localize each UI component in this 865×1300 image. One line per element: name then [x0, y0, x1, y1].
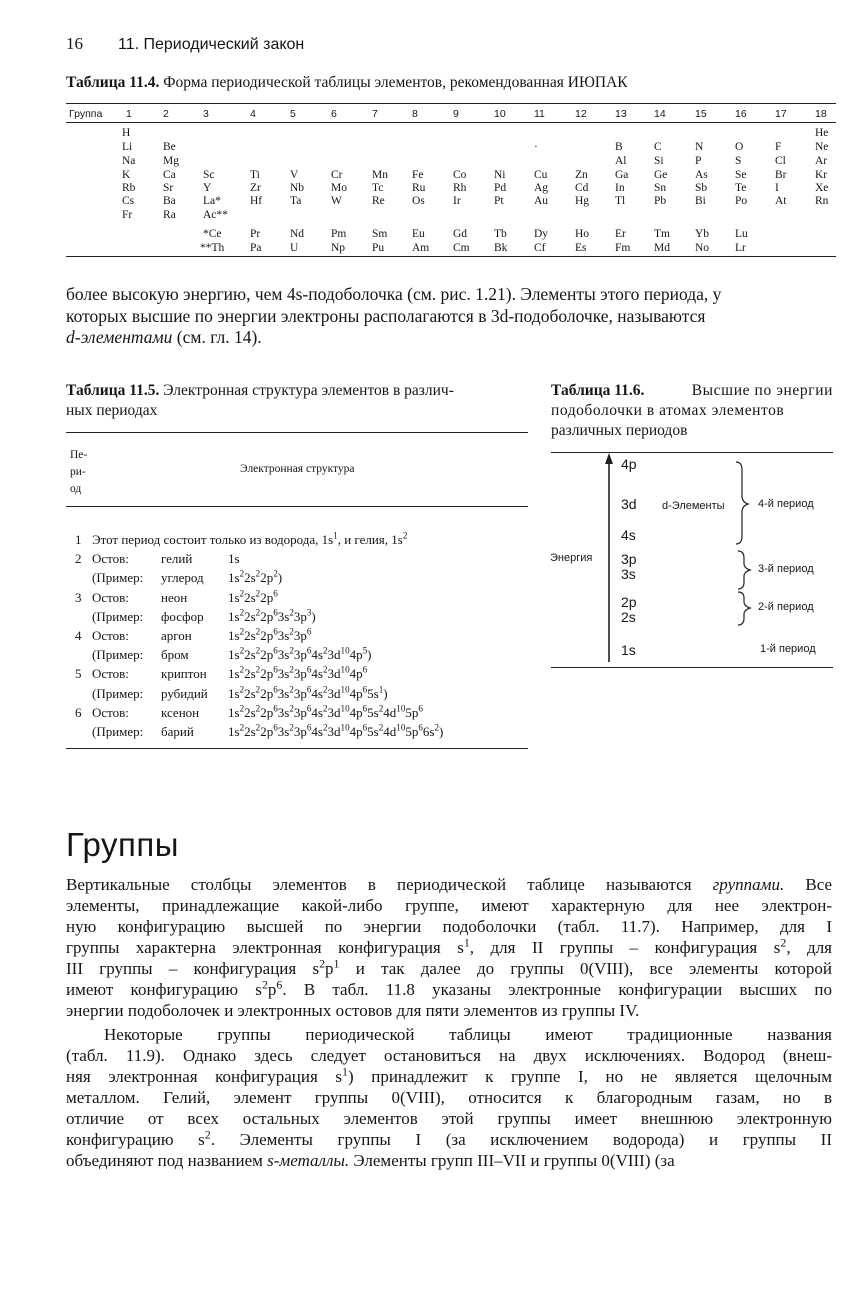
lanthanide-symbol: Dy [534, 228, 549, 240]
paragraph-1-line: более высокую энергию, чем 4s-подоболочка (см. рис. 1.21). Элементы этого периода, у [66, 284, 722, 304]
text-line: Вертикальные столбцы элементов в периодической таблице называются группами. Все [66, 875, 832, 894]
actinide-symbol: Pa [250, 242, 262, 254]
group-number: 18 [815, 108, 827, 120]
element-symbol: Mn [372, 169, 388, 181]
element-symbol: I [775, 182, 779, 194]
lanthanide-symbol: Ho [575, 228, 590, 240]
element-symbol: C [654, 141, 662, 153]
row-label: Остов: [92, 704, 129, 720]
actinide-symbol: Lr [735, 242, 746, 254]
element-symbol: Be [163, 141, 176, 153]
element-symbol: Ni [494, 169, 506, 181]
page-number: 16 [66, 34, 83, 53]
lanthanide-symbol: Lu [735, 228, 748, 240]
group-number: 17 [775, 108, 787, 120]
element-symbol: Li [122, 141, 133, 153]
text-line: металлом. Гелий, элемент группы 0(VIII), относится к благородным газам, но в [66, 1088, 832, 1107]
table-11-6-label: Таблица 11.6. [551, 382, 645, 399]
actinide-symbol: No [695, 242, 710, 254]
element-symbol: Ne [815, 141, 829, 153]
group-number: 3 [203, 108, 209, 120]
element-symbol: Pt [494, 195, 504, 207]
actinide-symbol: Np [331, 242, 346, 254]
element-name: неон [161, 589, 188, 605]
period-3-label: 3-й период [758, 563, 814, 575]
text-line: отличие от всех остальных элементов этой группы имеет внешнюю электронную [66, 1109, 832, 1128]
element-symbol: Ga [615, 169, 629, 181]
element-symbol: Hf [250, 195, 263, 207]
element-symbol: Mo [331, 182, 347, 194]
element-symbol: Se [735, 169, 747, 181]
lanthanide-symbol: Er [615, 228, 626, 240]
text-line: ную конфигурацию высшей по энергии подоболочки (табл. 11.7). Например, для I [66, 917, 832, 936]
electron-configuration: $1s^22s^22p^63s^23p^64s^23d^{10}4p^65s^24d^{10}5p^6$ [228, 703, 423, 720]
period-2-label: 2-й период [758, 601, 814, 613]
row-label: (Пример: [92, 608, 144, 624]
element-symbol: Sc [203, 169, 215, 181]
element-symbol: Ag [534, 182, 549, 194]
element-symbol: Re [372, 195, 385, 207]
row-label: (Пример: [92, 724, 144, 739]
text-line: имеют конфигурацию $s^2p^6$. В табл. 11.8 указаны электронные конфигурации высших по [66, 977, 832, 999]
group-number: 7 [372, 108, 378, 120]
element-symbol: Fe [412, 169, 424, 181]
lanthanide-symbol: Yb [695, 228, 710, 240]
electron-configuration: 1s [228, 551, 240, 567]
level-2s: 2s [621, 609, 636, 625]
lanthanide-symbol: Gd [453, 228, 468, 240]
element-symbol: Nb [290, 182, 305, 194]
row-label: (Пример: [92, 570, 144, 586]
period-1-label: 1-й период [760, 643, 816, 655]
text-line: элементы, принадлежащие какой-либо группе, имеют характерную для нее электрон- [66, 896, 832, 915]
element-symbol: Rb [122, 182, 136, 194]
element-symbol: Y [203, 182, 212, 194]
energy-label: Энергия [550, 552, 593, 564]
element-symbol: Al [615, 155, 627, 167]
element-symbol: Rn [815, 195, 829, 207]
group-number: 16 [735, 108, 747, 120]
row-label: (Пример: [92, 647, 144, 663]
table-11-5-title-2: ных периодах [66, 402, 158, 419]
element-symbol: Zr [250, 182, 261, 194]
actinide-symbol: U [290, 242, 299, 254]
electron-configuration: $1s^22s^22p^63s^23p^6$ [228, 626, 312, 643]
element-symbol: S [735, 155, 742, 167]
group-number: 15 [695, 108, 707, 120]
element-name: криптон [161, 666, 207, 682]
element-symbol: Ti [250, 169, 260, 181]
element-symbol: W [331, 195, 342, 207]
row-label: Остов: [92, 628, 129, 643]
element-symbol: Cs [122, 195, 135, 207]
table-11-6-title-3: различных периодов [551, 422, 688, 439]
actinide-symbol: Bk [494, 242, 508, 254]
actinide-symbol: Pu [372, 242, 385, 254]
group-number: 6 [331, 108, 337, 120]
section-title: Группы [66, 826, 179, 863]
element-symbol: K [122, 169, 131, 181]
brace-3rd-period [738, 551, 750, 589]
element-symbol: Co [453, 169, 467, 181]
element-symbol: Po [735, 195, 748, 207]
group-number: 11 [534, 108, 545, 120]
element-symbol: Cu [534, 169, 548, 181]
brace-2nd-period [738, 592, 750, 625]
level-1s: 1s [621, 642, 636, 658]
level-2p: 2p [621, 594, 637, 610]
table-11-5-title-1: Электронная структура элементов в различ- [163, 382, 454, 399]
element-symbol: Xe [815, 182, 829, 194]
d-elements-term: d-элементами [66, 327, 173, 347]
text-line: няя электронная конфигурация $s^1$) принадлежит к группе I, но не является щелочным [66, 1064, 832, 1086]
d-elements-label: d-Элементы [662, 500, 725, 512]
element-symbol: La* [203, 195, 221, 207]
table-11-5-label: Таблица 11.5. [66, 382, 160, 399]
electron-configuration: $1s^22s^22p^63s^23p^64s^23d^{10}4p^5$) [228, 645, 372, 663]
actinide-symbol: **Th [200, 242, 225, 254]
group-number: 12 [575, 108, 587, 120]
element-symbol: Ar [815, 155, 828, 167]
element-name: гелий [161, 551, 193, 567]
group-number: 1 [126, 108, 132, 120]
element-symbol: Cl [775, 155, 786, 167]
period-1-description: Этот период состоит только из водорода, $1s^1$, и гелия, $1s^2$ [92, 530, 408, 547]
element-name: углерод [161, 570, 204, 586]
level-3s: 3s [621, 566, 636, 582]
element-symbol: Ta [290, 195, 302, 207]
element-name: рубидий [161, 685, 208, 701]
element-symbol: Ru [412, 182, 426, 194]
element-name: ксенон [161, 704, 200, 720]
level-4s: 4s [621, 527, 636, 543]
text-line: Некоторые группы периодической таблицы имеют традиционные названия [104, 1025, 832, 1044]
element-name: аргон [161, 628, 192, 643]
period-number: 1 [75, 532, 82, 547]
energy-arrow-icon [605, 453, 613, 464]
col-structure-header: Электронная структура [240, 463, 355, 475]
brace-4th-period [736, 462, 748, 544]
actinide-symbol: Md [654, 242, 670, 254]
text-line: энергии подоболочек и электронных остовов для пяти элементов из группы IV. [66, 1001, 640, 1020]
level-3d: 3d [621, 496, 637, 512]
row-label: Остов: [92, 551, 129, 567]
text-line: III группы – конфигурация $s^2p^1$ и так далее до группы 0(VIII), все элементы которой [66, 956, 832, 978]
element-name: барий [161, 724, 194, 739]
electron-configuration: $1s^22s^22p^63s^23p^64s^23d^{10}4p^65s^1$) [228, 684, 388, 701]
electron-configuration: $1s^22s^22p^6$ [228, 588, 278, 605]
period-number: 6 [75, 704, 82, 720]
element-symbol: In [615, 182, 625, 194]
element-symbol: Si [654, 155, 664, 167]
element-symbol: Ra [163, 209, 176, 221]
group-number: 4 [250, 108, 256, 120]
actinide-symbol: Fm [615, 242, 631, 254]
element-symbol: Tl [615, 195, 626, 207]
element-symbol: Os [412, 195, 425, 207]
element-symbol: Fr [122, 209, 133, 221]
actinide-symbol: Cm [453, 242, 470, 254]
group-number: 14 [654, 108, 666, 120]
actinide-symbol: Am [412, 242, 430, 254]
col-period-part: Пе- [70, 449, 88, 461]
element-symbol: Sr [163, 182, 174, 194]
lanthanide-symbol: Pm [331, 228, 347, 240]
element-symbol: Ac** [203, 209, 228, 221]
text-line: объединяют под названием s-металлы. Элементы групп III–VII и группы 0(VIII) (за [66, 1151, 675, 1170]
chapter-title: 11. Периодический закон [118, 36, 305, 53]
element-symbol: Pd [494, 182, 507, 194]
table-11-4-label: Таблица 11.4. [66, 74, 160, 91]
lanthanide-symbol: Sm [372, 228, 388, 240]
element-symbol: Br [775, 169, 787, 181]
electron-configuration: $1s^22s^22p^63s^23p^3$) [228, 607, 316, 624]
row-label: Остов: [92, 589, 129, 605]
element-symbol: Rh [453, 182, 467, 194]
element-symbol: As [695, 169, 708, 181]
paragraph-1-line: которых высшие по энергии электроны располагаются в 3d-подоболочке, называются [66, 305, 706, 326]
group-number: 10 [494, 108, 506, 120]
element-name: фосфор [161, 608, 204, 624]
element-symbol: Ge [654, 169, 668, 181]
level-4p: 4p [621, 456, 637, 472]
lanthanide-symbol: Tm [654, 228, 670, 240]
element-symbol: H [122, 127, 131, 139]
electron-configuration: $1s^22s^22p^63s^23p^64s^23d^{10}4p^65s^24d^{10}5p^66s^2$) [228, 722, 444, 739]
row-label: Остов: [92, 666, 129, 682]
element-symbol: B [615, 141, 623, 153]
element-symbol: At [775, 195, 787, 207]
lanthanide-symbol: *Ce [203, 228, 222, 240]
actinide-symbol: Es [575, 242, 587, 254]
element-symbol: · [534, 141, 538, 153]
group-number: 9 [453, 108, 459, 120]
element-symbol: Cr [331, 169, 343, 181]
period-number: 5 [75, 666, 82, 682]
table-11-6-title-2: подоболочки в атомах элементов [551, 402, 785, 419]
group-number: 2 [163, 108, 169, 120]
col-period-part: ри- [70, 466, 86, 478]
element-symbol: Au [534, 195, 549, 207]
element-symbol: Pb [654, 195, 667, 207]
element-symbol: Tc [372, 182, 384, 194]
element-name: бром [161, 647, 189, 663]
electron-configuration: $1s^22s^22p^63s^23p^64s^23d^{10}4p^6$ [228, 665, 368, 682]
group-number: 5 [290, 108, 296, 120]
table-11-5-bottom-rule [66, 748, 528, 749]
element-symbol: Cd [575, 182, 589, 194]
element-symbol: Sb [695, 182, 708, 194]
element-symbol: Ca [163, 169, 176, 181]
actinide-symbol: Cf [534, 242, 546, 254]
period-number: 2 [75, 551, 82, 567]
element-symbol: V [290, 169, 299, 181]
element-symbol: Hg [575, 195, 590, 207]
paragraph-1-line-end: (см. гл. 14). [172, 327, 262, 347]
element-symbol: Sn [654, 182, 667, 194]
group-label: Группа [69, 108, 103, 120]
table-11-6-title-1: Высшие по энергии [691, 382, 833, 399]
electron-configuration: $1s^22s^22p^2$) [228, 569, 283, 586]
element-symbol: Zn [575, 169, 588, 181]
col-period-part: од [70, 483, 82, 495]
lanthanide-symbol: Tb [494, 228, 507, 240]
text-line: конфигурацию $s^2$. Элементы группы I (за исключением водорода) и группы II [66, 1127, 833, 1149]
lanthanide-symbol: Nd [290, 228, 305, 240]
element-symbol: O [735, 141, 744, 153]
level-3p: 3p [621, 551, 637, 567]
period-number: 3 [75, 589, 82, 605]
element-symbol: Te [735, 182, 747, 194]
element-symbol: Ir [453, 195, 461, 207]
element-symbol: N [695, 141, 704, 153]
period-4-label: 4-й период [758, 498, 814, 510]
element-symbol: F [775, 141, 782, 153]
element-symbol: Ba [163, 195, 176, 207]
element-symbol: Na [122, 155, 136, 167]
paragraph-3 [66, 1024, 832, 1171]
row-label: (Пример: [92, 685, 144, 701]
element-symbol: He [815, 127, 829, 139]
element-symbol: Kr [815, 169, 828, 181]
group-number: 8 [412, 108, 418, 120]
element-symbol: P [695, 155, 702, 167]
element-symbol: Bi [695, 195, 706, 207]
table-11-4-title: Форма периодической таблицы элементов, рекомендованная ИЮПАК [163, 74, 628, 91]
element-symbol: Mg [163, 155, 179, 167]
lanthanide-symbol: Eu [412, 228, 425, 240]
text-line: группы характерна электронная конфигурация $s^1$, для II группы – конфигурация $s^2$, для [66, 935, 833, 957]
group-number: 13 [615, 108, 627, 120]
paragraph-2 [66, 874, 832, 1021]
text-line: (табл. 11.9). Однако здесь следует остановиться на двух исключениях. Водород (внеш- [66, 1046, 832, 1065]
lanthanide-symbol: Pr [250, 228, 261, 240]
period-number: 4 [75, 628, 82, 643]
